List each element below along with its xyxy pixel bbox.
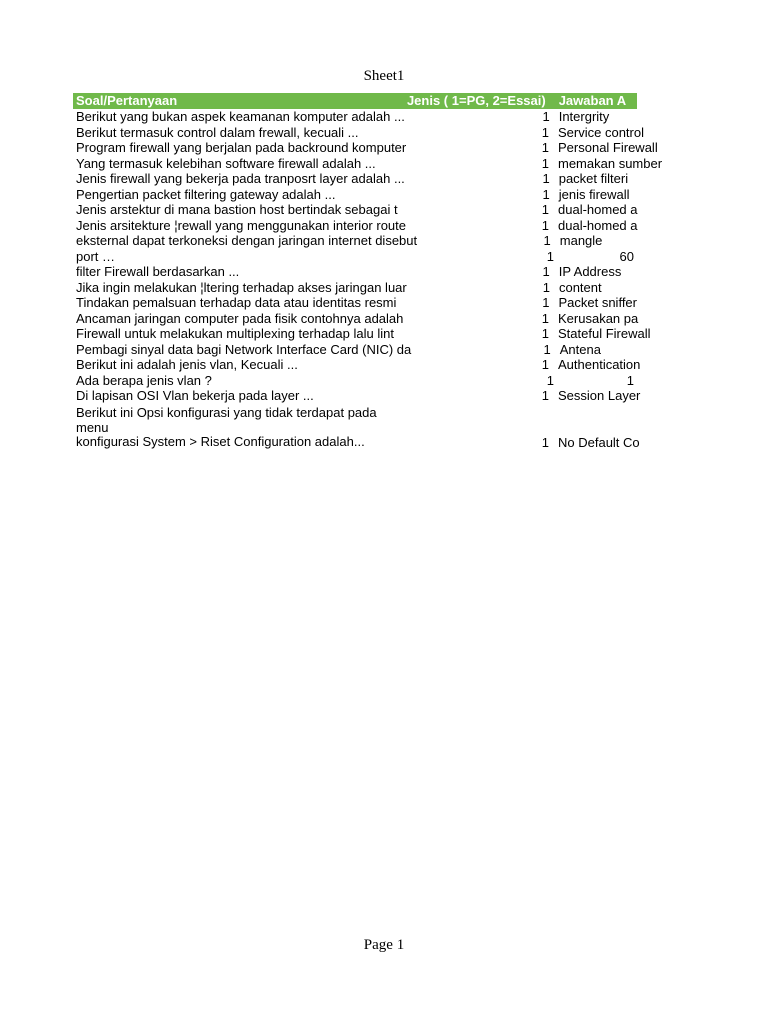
- table-row: [73, 109, 637, 125]
- answer-cell: 1: [626, 372, 634, 388]
- question-cell: Program firewall yang berjalan pada backround komputer: [76, 140, 407, 155]
- type-cell: 1: [542, 279, 550, 295]
- answer-cell: Service control: [558, 124, 644, 140]
- table-row: [73, 357, 641, 373]
- table-row: [73, 342, 637, 358]
- table-row: [73, 171, 637, 187]
- question-cell: Pengertian packet filtering gateway adalah ...: [76, 186, 336, 202]
- question-cell: Jika ingin melakukan ¦ltering terhadap akses jaringan luar: [76, 279, 407, 295]
- question-cell: Jenis firewall yang bekerja pada tranposrt layer adalah ...: [76, 171, 405, 186]
- answer-cell: Session Layer: [558, 388, 641, 403]
- answer-cell: dual-homed a: [558, 217, 638, 233]
- answer-cell: 60: [619, 248, 634, 264]
- type-cell: 1: [541, 140, 549, 155]
- table-row: [73, 218, 637, 234]
- data-table: [73, 93, 663, 450]
- question-line: Berikut ini Opsi konfigurasi yang tidak terdapat pada: [76, 405, 377, 420]
- sheet-title: Sheet1: [363, 68, 405, 84]
- table-row: [73, 280, 637, 296]
- type-cell: 1: [541, 357, 549, 372]
- answer-cell: Antena: [559, 341, 601, 357]
- answer-cell: Authentication: [558, 357, 641, 372]
- answer-cell: No Default Co: [558, 434, 640, 450]
- answer-cell: jenis firewall: [558, 186, 630, 202]
- type-cell: 1: [542, 264, 550, 279]
- question-cell: Berikut ini adalah jenis vlan, Kecuali ...: [76, 357, 298, 372]
- table-body: [73, 109, 663, 404]
- question-cell: Ada berapa jenis vlan ?: [76, 372, 212, 388]
- table-row: [73, 124, 644, 141]
- answer-cell: Kerusakan pa: [558, 310, 639, 326]
- type-cell: 1: [546, 372, 554, 388]
- header-answer-a: Jawaban A: [558, 93, 627, 108]
- question-cell: Jenis arstektur di mana bastion host bertindak sebagai t: [76, 202, 398, 217]
- type-cell: 1: [541, 124, 549, 140]
- type-cell: 1: [541, 434, 549, 450]
- type-cell: 1: [543, 341, 551, 357]
- question-cell: Yang termasuk kelebihan software firewall adalah ...: [76, 155, 376, 171]
- answer-cell: Intergrity: [558, 109, 610, 124]
- type-cell: 1: [546, 248, 554, 264]
- question-cell: eksternal dapat terkoneksi dengan jaringan internet disebut: [76, 233, 418, 248]
- type-cell: 1: [542, 186, 550, 202]
- type-cell: 1: [541, 202, 549, 217]
- answer-cell: Packet sniffer: [558, 295, 637, 310]
- question-cell: Berikut yang bukan aspek keamanan komputer adalah ...: [76, 109, 405, 124]
- table-row: [73, 249, 637, 265]
- table-row: [73, 264, 637, 280]
- question-cell: filter Firewall berdasarkan ...: [76, 264, 240, 279]
- answer-cell: mangle: [559, 233, 603, 248]
- type-cell: 1: [542, 295, 550, 310]
- answer-cell: memakan sumber: [558, 155, 663, 171]
- question-cell: Di lapisan OSI Vlan bekerja pada layer ...: [76, 388, 314, 403]
- header-type: Jenis ( 1=PG, 2=Essai): [406, 93, 546, 108]
- question-cell: Firewall untuk melakukan multiplexing terhadap lalu lint: [76, 326, 394, 341]
- table-row: [73, 233, 637, 249]
- question-cell: [73, 403, 406, 450]
- answer-cell: Personal Firewall: [558, 140, 658, 155]
- table-row: [73, 404, 640, 450]
- type-cell: 1: [543, 233, 551, 248]
- table-row: [73, 140, 658, 156]
- question-cell: Jenis arsitekture ¦rewall yang menggunakan interior route: [76, 217, 406, 233]
- type-cell: 1: [541, 217, 549, 233]
- question-line: konfigurasi System > Riset Configuration adalah...: [76, 434, 365, 449]
- header-question: Soal/Pertanyaan: [76, 93, 178, 108]
- table-row: [73, 202, 637, 218]
- table-row: [73, 295, 637, 311]
- type-cell: 1: [542, 171, 550, 186]
- table-row: [73, 388, 641, 404]
- table-row: [73, 187, 637, 203]
- question-cell: Berikut termasuk control dalam frewall, kecuali ...: [76, 124, 359, 140]
- table-row: [73, 326, 651, 342]
- type-cell: 1: [541, 155, 549, 171]
- table-row: [73, 373, 637, 389]
- question-cell: Ancaman jaringan computer pada fisik contohnya adalah: [76, 310, 404, 326]
- table-header: [73, 93, 637, 109]
- question-line: menu: [76, 419, 109, 435]
- answer-cell: dual-homed a: [558, 202, 638, 217]
- answer-cell: IP Address: [558, 264, 622, 279]
- type-cell: 1: [541, 326, 549, 341]
- type-cell: 1: [542, 109, 550, 124]
- question-cell: port …: [76, 248, 116, 264]
- answer-cell: content: [558, 279, 602, 295]
- type-cell: 1: [541, 310, 549, 326]
- table-row: [73, 311, 637, 327]
- type-cell: 1: [541, 388, 549, 403]
- table-row: [73, 155, 663, 172]
- answer-cell: packet filteri: [558, 171, 629, 186]
- question-cell: Pembagi sinyal data bagi Network Interface Card (NIC) da: [76, 341, 412, 357]
- page-number: Page 1: [363, 937, 405, 953]
- question-cell: Tindakan pemalsuan terhadap data atau identitas resmi: [76, 295, 397, 310]
- answer-cell: Stateful Firewall: [558, 326, 651, 341]
